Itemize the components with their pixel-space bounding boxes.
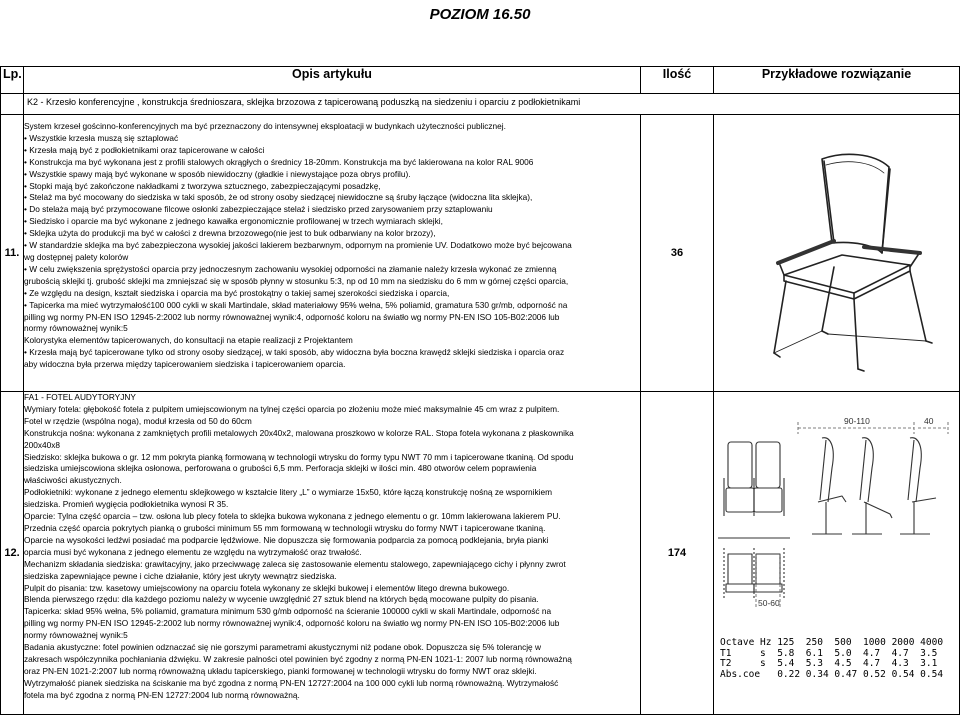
acoustic-header: Octave Hz 125 250 500 1000 2000 4000 bbox=[720, 637, 949, 648]
header-przyklad: Przykładowe rozwiązanie bbox=[714, 67, 960, 94]
description-line: • Ze względu na design, kształt siedziska i oparcia ma być prostokątny o takiej samej szerokości siedziska i oparcia, bbox=[24, 288, 640, 300]
description-line: • Do stelaża mają być przymocowane filcowe osłonki zabezpieczające stelaż i siedzisko przed zarysowaniem przy sztaplowaniu bbox=[24, 204, 640, 216]
description-line: zakresach współczynnika pochłaniania dźwięku. W zakresie palności otel powinien być zgodny z normą PN-EN 1021-1: 2007 lub normą równoważną bbox=[24, 653, 572, 664]
description-line: pilling wg normy PN-EN ISO 12945-2:2002 lub normy równoważnej wynik:4, odporność koloru na światło wg normy PN-EN ISO 105-B02:2006 lub bbox=[24, 618, 560, 629]
description-line: Siedzisko: sklejka bukowa o gr. 12 mm pokryta pianką formowaną w technologii wtrysku do formy typu NWT 70 mm i tapicerowane tkaniną. Od spodu bbox=[24, 451, 574, 462]
item-number: 12. bbox=[1, 392, 24, 715]
dimension-depth: 90-110 bbox=[844, 416, 870, 426]
description-line: • Wszystkie krzesła muszą się sztaplować bbox=[24, 133, 640, 145]
description-line: grubością sklejki tj. grubość sklejki ma zmniejszać się w sposób płynny w stosunku 5:3, np od 10 mm na siedzisku do 6 mm w górnej części oparcia, bbox=[24, 275, 569, 286]
description-line: siedziska. Promień wygięcia podłokietnika wynosi R 35. bbox=[24, 499, 229, 510]
auditorium-seat-cell bbox=[714, 392, 960, 715]
acoustic-table bbox=[720, 638, 949, 680]
description-line: • W celu zwiększenia sprężystości oparcia przy jednoczesnym zachowaniu wysokiej odporności na złamanie należy krzesła wykonać ze zmienną bbox=[24, 264, 640, 276]
acoustic-row-abs: Abs.coe 0.22 0.34 0.47 0.52 0.54 0.54 bbox=[720, 668, 949, 680]
dimension-module: 50-60 bbox=[758, 598, 780, 608]
description-line: • Krzesła mają być z podłokietnikami oraz tapicerowane w całości bbox=[24, 145, 640, 157]
description-line: właściwości akustycznych. bbox=[24, 475, 122, 486]
description-line: normy równoważnej wynik:5 bbox=[24, 323, 128, 334]
description-line: aby widoczna była przerwa między tapicerowaniem siedziska i tapicerowaniem oparcia. bbox=[24, 359, 346, 370]
description-line: normy równoważnej wynik:5 bbox=[24, 630, 128, 641]
description-line: • Stelaż ma być mocowany do siedziska w taki sposób, że od strony osoby siedzącej niewidoczne są śruby łączące (widoczna lita sklejka), bbox=[24, 192, 640, 204]
description-line: Konstrukcja nośna: wykonana z zamkniętych profili metalowych 20x40x2, malowana proszkowo w kolorze RAL. Stopa fotela wykonana z płaskownika bbox=[24, 427, 574, 438]
description-line: fotela ma być zgodna z normą PN-EN 12727:2004 lub normą równoważną. bbox=[24, 689, 300, 700]
section-row bbox=[1, 94, 960, 115]
description-line: Pulpit do pisania: tzw. kasetowy umiejscowiony na oparciu fotela wykonany ze sklejki bukowej i elementów litego drewna bukowego. bbox=[24, 582, 510, 593]
section-title: K2 - Krzesło konferencyjne , konstrukcja średnioszara, sklejka brzozowa z tapicerowaną poduszką na siedzeniu i oparciu z podłokietnikami bbox=[24, 94, 960, 115]
spec-table bbox=[0, 66, 960, 715]
description-line: pilling wg normy PN-EN ISO 12945-2:2002 lub normy równoważnej wynik:4, odporność koloru na światło wg normy PN-EN ISO 105-B02:2006 lub bbox=[24, 311, 560, 322]
description-line: Przednia część oparcia pokrytych pianką o grubości minimum 55 mm formowaną w technologii wtrysku do formy NWT i tapicerowane tkaniną. bbox=[24, 522, 546, 533]
item-number: 11. bbox=[1, 115, 24, 392]
item-quantity: 36 bbox=[641, 115, 714, 392]
description-line: Blenda pierwszego rzędu: dla każdego poziomu należy w wycenie uwzględnić 27 sztuk blend na których będą mocowane pulpity do pisania. bbox=[24, 594, 539, 605]
item-row-11 bbox=[1, 115, 960, 392]
description-line: wg dostępnej palety kolorów bbox=[24, 251, 129, 262]
stacking-chair-drawing bbox=[714, 115, 960, 386]
auditorium-seat-drawing bbox=[714, 398, 960, 638]
description-line: Kolorystyka elementów tapicerowanych, do konsultacji na etapie realizacji z Projektantem bbox=[24, 335, 353, 346]
description-line: Podłokietniki: wykonane z jednego elementu sklejkowego w kształcie litery „L” o wymiarze 15x50, które łączą konstrukcję nośną ze wspornikiem bbox=[24, 487, 553, 498]
description-line: • Sklejka użyta do produkcji ma być w całości z drewna brzozowego(nie jest to buk odbarwiany na kolor brzozy), bbox=[24, 228, 640, 240]
acoustic-row-t2: T2 s 5.4 5.3 4.5 4.7 4.3 3.1 bbox=[720, 658, 949, 669]
description-line: oparcia musi być wykonana z jednego elementu ze względu na wytrzymałość oraz trwałość. bbox=[24, 546, 362, 557]
description-line: Wymiary fotela: głębokość fotela z pulpitem umiejscowionym na tylnej części oparcia po złożeniu może mieć maksymalnie 45 cm wraz z pulpitem. bbox=[24, 403, 560, 414]
header-lp: Lp. bbox=[1, 67, 24, 94]
description-line: siedziska zapewniające pewne i ciche działanie, który jest ukryty wewnątrz siedziska. bbox=[24, 570, 337, 581]
dimension-side: 40 bbox=[924, 416, 934, 426]
description-line: FA1 - FOTEL AUDYTORYJNY bbox=[24, 392, 136, 402]
description-line: 200x40x8 bbox=[24, 439, 60, 450]
description-line: siedziska umiejscowiona sklejka osłonowa, perforowana o grubości 6,5 mm. Perforacja sklejki w ilości min. 480 otworów celem poprawienia bbox=[24, 463, 537, 474]
description-line: • Stopki mają być zakończone nakładkami z tworzywa sztucznego, zabezpieczającymi posadzkę, bbox=[24, 181, 640, 193]
description-line: Wytrzymałość pianek siedziska na ściskanie ma być zgodna z normą PN-EN 12727:2004 na 100 000 cykli lub normą równoważną. Wytrzymałość bbox=[24, 677, 559, 688]
description-line: Oparcie: Tylna część oparcia – tzw. osłona lub plecy fotela to sklejka bukowa wykonana z jednego elementu o gr. 10mm lakierowana lakierem PU. bbox=[24, 511, 561, 522]
description-line: Badania akustyczne: fotel powinien odznaczać się nie gorszymi parametrami akustycznymi niż podane obok. Dopuszcza się 5% tolerancję w bbox=[24, 642, 541, 653]
table-header-row bbox=[1, 67, 960, 94]
description-line: Tapicerka: skład 95% wełna, 5% poliamid, gramatura minimum 530 g/mb odporność na ścieranie 100000 cykli w skali Martindale, odporność na bbox=[24, 606, 552, 617]
description-line: • Tapicerka ma mieć wytrzymałość100 000 cykli w skali Martindale, skład materiałowy 95% wełna, 5% poliamid, gramatura 530 gr/mb, odporność na bbox=[24, 300, 640, 312]
header-opis: Opis artykułu bbox=[24, 67, 641, 94]
description-line: • Krzesła mają być tapicerowane tylko od strony osoby siedzącej, w taki sposób, aby widoczna była boczna krawędź sklejki siedziska i oparcia oraz bbox=[24, 347, 640, 359]
description-line: Oparcie na wysokości ledźwi posiadać ma podparcie lędźwiowe. Nie dopuszcza się formowania podparcia za pomocą podklejania, bryła pianki bbox=[24, 534, 549, 545]
description-line: • Konstrukcja ma być wykonana jest z profili stalowych okrągłych o średnicy 18-20mm. Konstrukcja ma być lakierowana na kolor RAL 9006 bbox=[24, 157, 640, 169]
item-quantity: 174 bbox=[641, 392, 714, 715]
description-line: • Wszystkie spawy mają być wykonane w sposób niewidoczny (gładkie i niewystające poza obrys profilu). bbox=[24, 169, 640, 181]
description-line: • Siedzisko i oparcie ma być wykonane z jednego kawałka ergonomicznie profilowanej w trzech wymiarach sklejki, bbox=[24, 216, 640, 228]
page-title: POZIOM 16.50 bbox=[429, 6, 531, 23]
description-line: Fotel w rzędzie (wspólna noga), moduł krzesła od 50 do 60cm bbox=[24, 415, 252, 426]
item-description bbox=[24, 392, 641, 715]
description-line: Mechanizm składania siedziska: grawitacyjny, jako przeciwwagę zaleca się zastosowanie elementu stalowego, zapewniającego cichy i płynny zwrot bbox=[24, 558, 566, 569]
acoustic-row-t1: T1 s 5.8 6.1 5.0 4.7 4.7 3.5 bbox=[720, 647, 949, 659]
header-ilosc: Ilość bbox=[641, 67, 714, 94]
item-row-12 bbox=[1, 392, 960, 715]
chair-illustration-cell bbox=[714, 115, 960, 392]
description-line: oraz PN-EN 1021-2:2007 lub normą równoważną układu tapicerskiego, pianki formowanej w technologii wtrysku do formy NWT oraz sklejki. bbox=[24, 665, 537, 676]
description-line: • W standardzie sklejka ma być zabezpieczona wysokiej jakości lakierem bezbarwnym, odpornym na promienie UV. Dodatkowo może być bejcowana bbox=[24, 240, 640, 252]
description-line: System krzeseł gościnno-konferencyjnych ma być przeznaczony do intensywnej eksploatacji w budynkach użyteczności publicznej. bbox=[24, 121, 506, 131]
item-description bbox=[24, 115, 641, 392]
